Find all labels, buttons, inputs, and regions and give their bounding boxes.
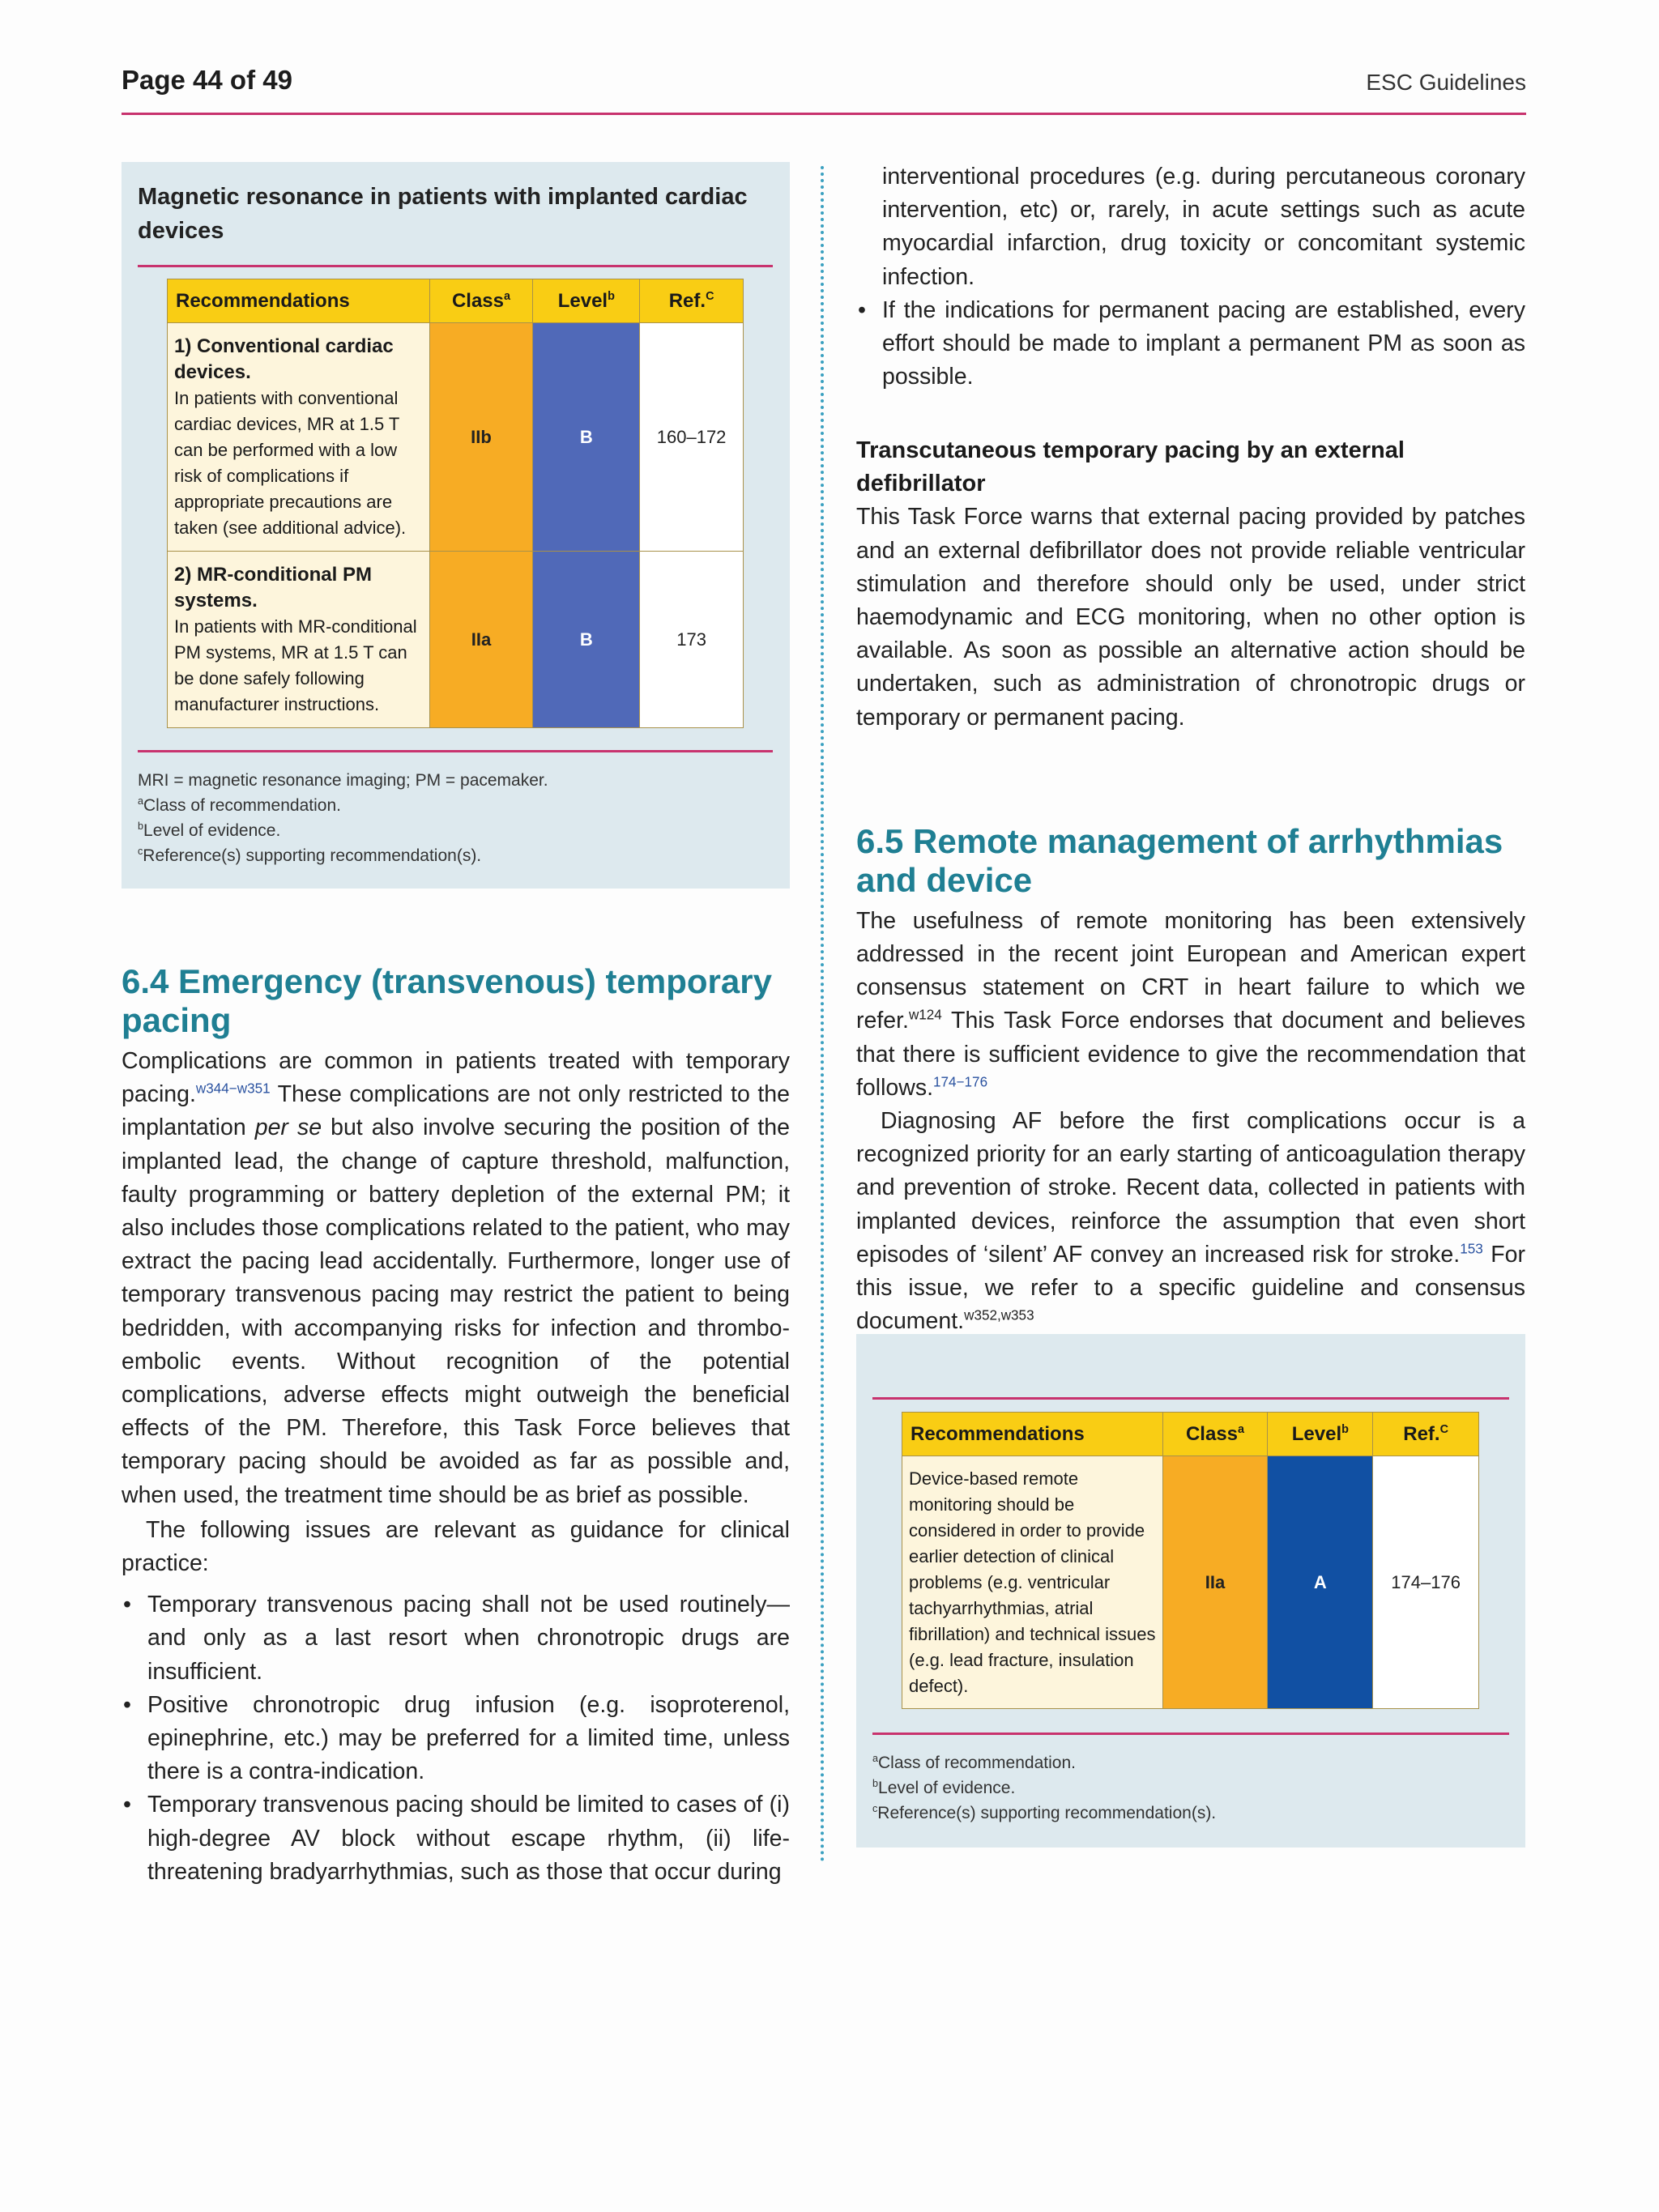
citation: w344−w351 bbox=[195, 1080, 271, 1097]
ref-cell: 174–176 bbox=[1373, 1456, 1479, 1709]
mr-box-bottom-rule bbox=[138, 750, 773, 752]
list-item: • If the indications for permanent pacing are established, every effort should be made to implant a permanent PM as soon as possible. bbox=[856, 294, 1525, 394]
remote-box-top-rule bbox=[872, 1397, 1509, 1400]
citation: 153 bbox=[1460, 1241, 1483, 1257]
table-header-row bbox=[168, 279, 744, 323]
recommendation-text: In patients with MR-conditional PM systems, MR at 1.5 T can be done safely following manufacturer instructions. bbox=[174, 616, 417, 714]
paragraph: The following issues are relevant as guidance for clinical practice: bbox=[122, 1516, 790, 1577]
col-level: Level$^b$ bbox=[533, 279, 640, 323]
continued-text: interventional procedures (e.g. during percutaneous coronary intervention, etc) or, rarely, in acute settings such as acute myocardial infarction, drug toxicity or concomitant systemic infection. bbox=[882, 164, 1525, 290]
recommendation-heading: 1) Conventional cardiac devices. bbox=[174, 335, 394, 383]
col-class: Class$^a$ bbox=[429, 279, 533, 323]
paragraph: Complications are common in patients treated with temporary pacing.$^{w344-w351}$ These complications are not only restricted to the implantation per se but also involve securing the position of the implanted lead, the change of capture threshold, malfunction, faulty programming or battery depletion of the external PM; it also includes those complications related to the patient, who may extract the pacing lead accidentally. Furthermore, longer use of temporary transvenous pacing may restrict the patient to being bedridden, with accompanying risks for infection and thrombo-embolic events. Without recognition of the potential complications, adverse effects might outweigh the beneficial effects of the PM. Therefore, this Task Force believes that temporary pacing should be avoided as far as possible and, when used, the treatment time should be as brief as possible. bbox=[122, 1048, 790, 1508]
right-list bbox=[856, 294, 1525, 394]
remote-footnotes bbox=[872, 1750, 1504, 1826]
col-ref: Ref.$^C$ bbox=[1373, 1413, 1479, 1456]
remote-recommendation-box bbox=[856, 1334, 1525, 1848]
table-row bbox=[168, 323, 744, 552]
col-ref: Ref.$^C$ bbox=[640, 279, 744, 323]
footnote: $^b$Level of evidence. bbox=[138, 820, 281, 840]
subsection-heading: Transcutaneous temporary pacing by an external defibrillator bbox=[856, 437, 1405, 497]
footnote: $^a$Class of recommendation. bbox=[872, 1753, 1076, 1772]
section-heading: 6.5 Remote management of arrhythmias and device bbox=[856, 821, 1503, 899]
level-cell: B bbox=[533, 323, 640, 552]
right-column bbox=[856, 160, 1525, 1338]
recommendation-heading: 2) MR-conditional PM systems. bbox=[174, 563, 372, 612]
citation: w124 bbox=[908, 1007, 942, 1023]
col-class: Class$^a$ bbox=[1162, 1413, 1268, 1456]
footnote: $^c$Reference(s) supporting recommendation(s). bbox=[872, 1803, 1217, 1822]
col-recommendations: Recommendations bbox=[902, 1413, 1163, 1456]
mr-recommendation-table bbox=[167, 279, 744, 728]
guidance-list bbox=[122, 1588, 790, 1889]
citation: w352,w353 bbox=[964, 1307, 1034, 1323]
recommendation-cell bbox=[168, 323, 430, 552]
footnote: $^b$Level of evidence. bbox=[872, 1778, 1016, 1797]
footnote: $^c$Reference(s) supporting recommendation(s). bbox=[138, 846, 482, 865]
recommendation-cell bbox=[168, 552, 430, 728]
list-item: • Temporary transvenous pacing should be limited to cases of (i) high-degree AV block without escape rhythm, (ii) life-threatening bradyarrhythmias, such as those that occur during bbox=[122, 1788, 790, 1889]
level-cell: B bbox=[533, 552, 640, 728]
table-row bbox=[168, 552, 744, 728]
page-number: Page 44 of 49 bbox=[122, 65, 292, 95]
col-recommendations: Recommendations bbox=[168, 279, 430, 323]
recommendation-text: In patients with conventional cardiac devices, MR at 1.5 T can be performed with a low risk of complications if appropriate precautions are taken (see additional advice). bbox=[174, 387, 407, 538]
list-item: • Temporary transvenous pacing shall not be used routinely—and only as a last resort when chronotropic drugs are insufficient. bbox=[122, 1588, 790, 1689]
class-cell: IIa bbox=[429, 552, 533, 728]
table-header-row bbox=[902, 1413, 1479, 1456]
page-header bbox=[122, 65, 1526, 115]
paragraph: This Task Force warns that external pacing provided by patches and an external defibrillator does not provide reliable ventricular stimulation and therefore should only be used, under strict haemodynamic and ECG monitoring, when no other option is available. As soon as possible an alternative action should be undertaken, such as administration of chronotropic drugs or temporary or permanent pacing. bbox=[856, 504, 1525, 731]
section-body bbox=[122, 1045, 790, 1580]
column-divider bbox=[821, 166, 824, 1863]
mr-box-title: Magnetic resonance in patients with implanted cardiac devices bbox=[138, 184, 748, 244]
mr-recommendation-box bbox=[122, 162, 790, 889]
table-row bbox=[902, 1456, 1479, 1709]
class-cell: IIa bbox=[1162, 1456, 1268, 1709]
section-heading: 6.4 Emergency (transvenous) temporary pacing bbox=[122, 962, 772, 1039]
ref-cell: 160–172 bbox=[640, 323, 744, 552]
section-6-4 bbox=[122, 962, 790, 1889]
level-cell: A bbox=[1268, 1456, 1373, 1709]
section-body bbox=[856, 905, 1525, 1339]
remote-box-bottom-rule bbox=[872, 1733, 1509, 1735]
paragraph: The usefulness of remote monitoring has been extensively addressed in the recent joint European and American expert consensus statement on CRT in heart failure to which we refer.$^{w124}$ This Task Force endorses that document and believes that there is sufficient evidence to give the recommendation that follows.$^{174-176}$ bbox=[856, 907, 1525, 1101]
list-item: • Positive chronotropic drug infusion (e.g. isoproterenol, epinephrine, etc.) may be preferred for a limited time, unless there is a contra-indication. bbox=[122, 1689, 790, 1789]
footnote: MRI = magnetic resonance imaging; PM = pacemaker. bbox=[138, 771, 548, 790]
ref-cell: 173 bbox=[640, 552, 744, 728]
mr-box-top-rule bbox=[138, 265, 773, 267]
citation: 174−176 bbox=[933, 1074, 988, 1090]
running-title: ESC Guidelines bbox=[1366, 70, 1526, 95]
class-cell: IIb bbox=[429, 323, 533, 552]
col-level: Level$^b$ bbox=[1268, 1413, 1373, 1456]
footnote: $^a$Class of recommendation. bbox=[138, 795, 341, 815]
recommendation-cell: Device-based remote monitoring should be considered in order to provide earlier detection of clinical problems (e.g. ventricular tachyarrhythmias, atrial fibrillation) and technical issues (e.g. lead fracture, insulation defect). bbox=[902, 1456, 1163, 1709]
remote-recommendation-table bbox=[902, 1412, 1479, 1709]
paragraph: Diagnosing AF before the first complications occur is a recognized priority for an early starting of anticoagulation therapy and prevention of stroke. Recent data, collected in patients with implanted devices, reinforce the assumption that even short episodes of ‘silent’ AF convey an increased risk for stroke.$^{153}$ For this issue, we refer to a specific guideline and consensus document.$^{w352,w353}$ bbox=[856, 1108, 1525, 1335]
mr-footnotes bbox=[138, 768, 770, 868]
